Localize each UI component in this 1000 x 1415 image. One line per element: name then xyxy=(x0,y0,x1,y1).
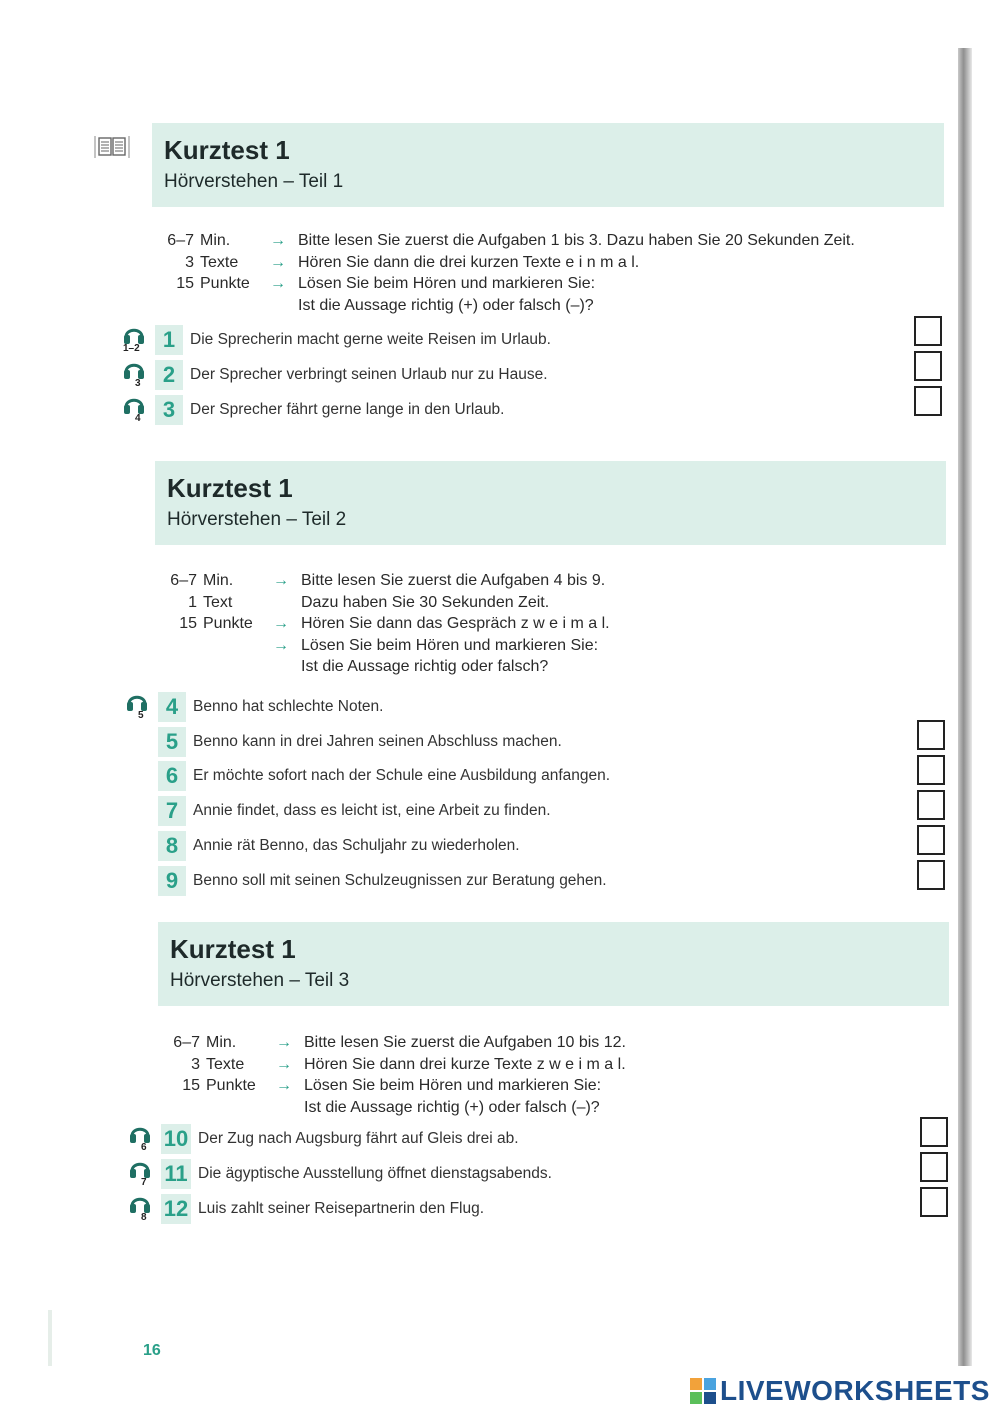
page-number: 16 xyxy=(143,1342,161,1359)
headphones-icon[interactable] xyxy=(123,358,145,384)
task-statement: Die ägyptische Ausstellung öffnet dienstagsabends. xyxy=(198,1165,552,1182)
section-title: Kurztest 1 xyxy=(164,135,290,165)
section-banner xyxy=(158,922,949,1006)
answer-box[interactable] xyxy=(920,1117,948,1147)
instruction-amount: 15 xyxy=(179,615,197,632)
task-number: 11 xyxy=(161,1159,191,1189)
instruction-amount: 15 xyxy=(182,1077,200,1094)
headphones-icon[interactable] xyxy=(129,1122,151,1148)
task-number: 10 xyxy=(161,1124,191,1154)
instruction-amount: 3 xyxy=(185,253,194,271)
task-number: 7 xyxy=(158,796,186,826)
instruction-row xyxy=(164,1054,944,1076)
instruction-unit: Punkte xyxy=(200,275,250,292)
instruction-text: Hören Sie dann drei kurze Texte z w e i m a l. xyxy=(304,1055,626,1073)
task-number: 9 xyxy=(158,866,186,896)
instruction-amount: 6–7 xyxy=(170,572,197,589)
audio-track-number: 8 xyxy=(141,1212,147,1223)
section-banner xyxy=(152,123,944,207)
task-item xyxy=(158,831,878,861)
answer-box[interactable] xyxy=(914,316,942,346)
liveworksheets-logo xyxy=(690,1375,990,1407)
task-statement: Benno kann in drei Jahren seinen Abschluss machen. xyxy=(193,732,562,750)
headphones-icon[interactable] xyxy=(129,1157,151,1183)
instruction-row xyxy=(158,295,938,317)
instruction-amount: 6–7 xyxy=(173,1034,200,1051)
instruction-text: Hören Sie dann die drei kurzen Texte e i n m a l. xyxy=(298,253,640,271)
instruction-text: Lösen Sie beim Hören und markieren Sie: xyxy=(298,275,596,292)
instruction-unit: Min. xyxy=(203,572,234,589)
instructions xyxy=(158,230,938,316)
section-subtitle: Hörverstehen – Teil 1 xyxy=(164,171,344,192)
instruction-amount: 15 xyxy=(176,275,194,292)
task-number: 12 xyxy=(161,1194,191,1224)
instruction-unit: Punkte xyxy=(206,1077,256,1094)
audio-track-number: 4 xyxy=(135,413,141,424)
task-number: 1 xyxy=(155,325,183,355)
task-item xyxy=(158,761,878,791)
task-item xyxy=(155,325,875,355)
instruction-text: Bitte lesen Sie zuerst die Aufgaben 1 bis 3. Dazu haben Sie 20 Sekunden Zeit. xyxy=(298,232,855,249)
liveworksheets-logo-icon xyxy=(690,1378,716,1404)
arrow-right-icon: → xyxy=(273,572,289,589)
instruction-unit: Texte xyxy=(206,1055,245,1073)
section-subtitle: Hörverstehen – Teil 2 xyxy=(167,509,347,530)
arrow-right-icon: → xyxy=(273,615,289,632)
instruction-text: Dazu haben Sie 30 Sekunden Zeit. xyxy=(301,593,550,611)
task-statement: Die Sprecherin macht gerne weite Reisen im Urlaub. xyxy=(190,331,551,348)
headphones-icon[interactable] xyxy=(123,393,145,419)
arrow-right-icon: → xyxy=(276,1077,292,1094)
audio-track-number: 6 xyxy=(141,1142,147,1153)
instructions xyxy=(164,1032,944,1118)
instruction-row xyxy=(164,1097,944,1119)
instruction-unit: Min. xyxy=(206,1034,237,1051)
instruction-text: Ist die Aussage richtig (+) oder falsch (–)? xyxy=(298,296,594,314)
instruction-row xyxy=(158,230,938,252)
instruction-amount: 3 xyxy=(191,1055,200,1073)
instruction-text: Bitte lesen Sie zuerst die Aufgaben 10 bis 12. xyxy=(304,1034,626,1051)
task-item xyxy=(158,692,878,722)
task-number: 8 xyxy=(158,831,186,861)
instruction-row xyxy=(161,570,941,592)
instruction-text: Lösen Sie beim Hören und markieren Sie: xyxy=(301,636,599,654)
audio-track-number: 5 xyxy=(138,710,144,721)
task-statement: Der Zug nach Augsburg fährt auf Gleis drei ab. xyxy=(198,1130,519,1147)
task-number: 2 xyxy=(155,360,183,390)
instruction-row xyxy=(164,1075,944,1097)
instruction-unit: Min. xyxy=(200,232,231,249)
task-statement: Annie rät Benno, das Schuljahr zu wiederholen. xyxy=(193,836,520,854)
instruction-row xyxy=(158,252,938,274)
book-icon xyxy=(92,134,132,160)
instruction-unit: Text xyxy=(203,593,233,611)
answer-box[interactable] xyxy=(917,860,945,890)
instruction-row xyxy=(164,1032,944,1054)
task-statement: Er möchte sofort nach der Schule eine Ausbildung anfangen. xyxy=(193,767,611,785)
instruction-row xyxy=(161,656,941,678)
page-edge-shadow xyxy=(958,48,972,1366)
task-statement: Luis zahlt seiner Reisepartnerin den Flug. xyxy=(198,1200,485,1217)
answer-box[interactable] xyxy=(920,1187,948,1217)
headphones-icon[interactable] xyxy=(129,1192,151,1218)
headphones-icon[interactable] xyxy=(126,690,148,716)
answer-box[interactable] xyxy=(917,720,945,750)
answer-box[interactable] xyxy=(917,790,945,820)
answer-box[interactable] xyxy=(914,386,942,416)
task-number: 6 xyxy=(158,761,186,791)
arrow-right-icon: → xyxy=(270,253,286,271)
audio-track-number: 1–2 xyxy=(123,343,140,354)
instructions xyxy=(161,570,941,678)
task-item xyxy=(158,866,878,896)
task-statement: Benno hat schlechte Noten. xyxy=(193,698,384,715)
instruction-text: Bitte lesen Sie zuerst die Aufgaben 4 bis 9. xyxy=(301,572,606,589)
answer-box[interactable] xyxy=(920,1152,948,1182)
instruction-text: Ist die Aussage richtig (+) oder falsch (–)? xyxy=(304,1098,600,1116)
task-number: 5 xyxy=(158,727,186,757)
task-item xyxy=(161,1159,881,1189)
task-item xyxy=(161,1124,881,1154)
instruction-text: Lösen Sie beim Hören und markieren Sie: xyxy=(304,1077,602,1094)
audio-track-number: 7 xyxy=(141,1177,147,1188)
arrow-right-icon: → xyxy=(270,232,286,249)
task-item xyxy=(155,395,875,425)
answer-box[interactable] xyxy=(917,755,945,785)
arrow-right-icon: → xyxy=(276,1034,292,1051)
task-statement: Der Sprecher fährt gerne lange in den Urlaub. xyxy=(190,401,505,418)
section-subtitle: Hörverstehen – Teil 3 xyxy=(170,970,350,991)
task-statement: Der Sprecher verbringt seinen Urlaub nur zu Hause. xyxy=(190,366,548,383)
task-statement: Benno soll mit seinen Schulzeugnissen zur Beratung gehen. xyxy=(193,871,607,889)
audio-track-number: 3 xyxy=(135,378,141,389)
instruction-unit: Texte xyxy=(200,253,239,271)
section-title: Kurztest 1 xyxy=(167,473,293,503)
task-number: 3 xyxy=(155,395,183,425)
instruction-row xyxy=(161,592,941,614)
section-banner xyxy=(155,461,946,545)
arrow-right-icon: → xyxy=(273,636,289,654)
arrow-right-icon: → xyxy=(276,1055,292,1073)
task-statement: Annie findet, dass es leicht ist, eine Arbeit zu finden. xyxy=(193,802,551,820)
instruction-amount: 1 xyxy=(188,593,197,611)
task-item xyxy=(161,1194,881,1224)
answer-box[interactable] xyxy=(914,351,942,381)
instruction-row xyxy=(161,635,941,657)
section-title: Kurztest 1 xyxy=(170,934,296,964)
task-item xyxy=(158,727,878,757)
instruction-text: Hören Sie dann das Gespräch z w e i m a l. xyxy=(301,615,610,632)
task-item xyxy=(155,360,875,390)
instruction-unit: Punkte xyxy=(203,615,253,632)
arrow-right-icon: → xyxy=(270,275,286,292)
instruction-row xyxy=(161,613,941,635)
instruction-row xyxy=(158,273,938,295)
instruction-amount: 6–7 xyxy=(167,232,194,249)
task-item xyxy=(158,796,878,826)
page-left-edge xyxy=(48,1310,52,1366)
task-number: 4 xyxy=(158,692,186,722)
answer-box[interactable] xyxy=(917,825,945,855)
liveworksheets-wordmark: LIVEWORKSHEETS xyxy=(720,1375,990,1406)
instruction-text: Ist die Aussage richtig oder falsch? xyxy=(301,658,549,675)
